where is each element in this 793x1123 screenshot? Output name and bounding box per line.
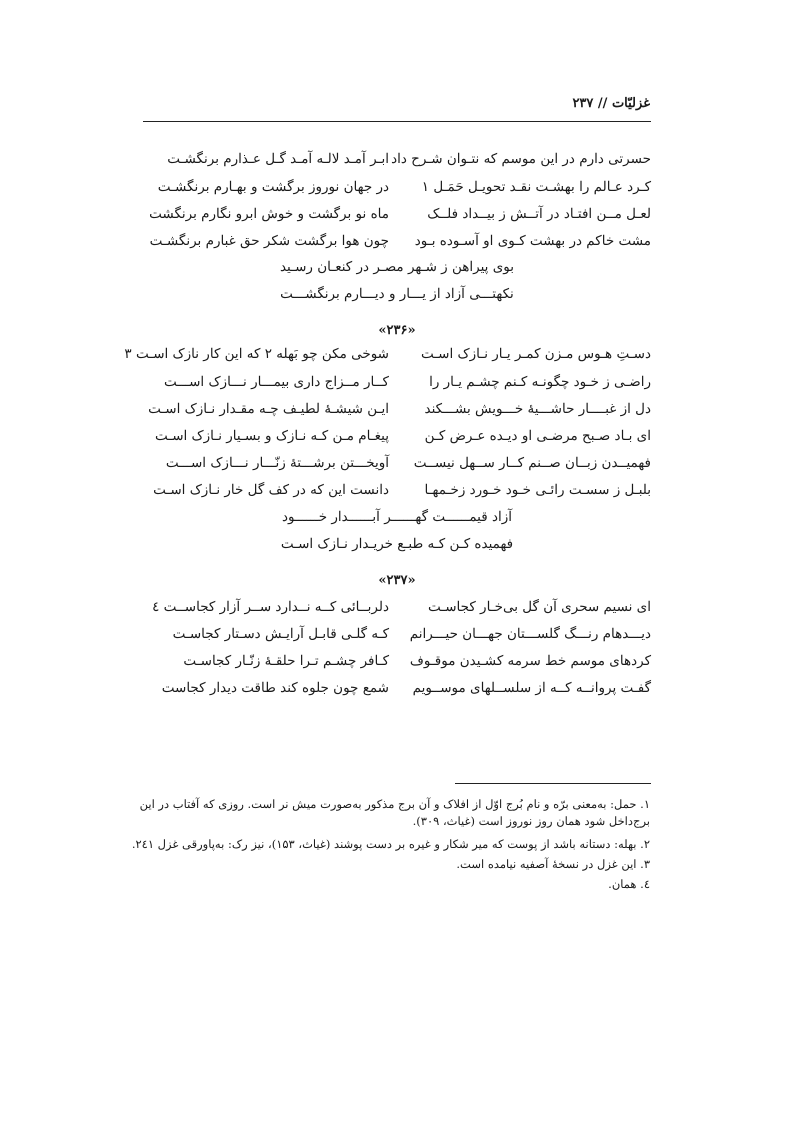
footnote-rule	[455, 783, 651, 784]
footnote: ٤. همان.	[608, 877, 650, 891]
hemistich-first: دیـــدهام رنـــگ گلســـتان جهـــان حیـــرانم	[409, 626, 651, 642]
hemistich-second: آویخـــتن برشـــتهٔ زنّـــار نـــازک اســـت	[165, 455, 389, 471]
closing-line: فهمیده کـن کـه طبـع خریـدار نـازک اسـت	[280, 536, 514, 552]
couplet	[124, 343, 651, 367]
closing-line: آزاد قیمــــــت گهــــــر آبــــــدار خــــــود	[281, 509, 512, 525]
ghazal-number: «۲۳۶»	[378, 323, 416, 338]
hemistich-second: چون هوا برگشت شکر حق غبارم برنگشـت	[149, 233, 389, 249]
hemistich-second: ایـن شیشـهٔ لطیـف چـه مقـدار نـازک اسـت	[148, 401, 389, 417]
hemistich-second: دلربــائی کــه نــدارد ســر آزار کجاســت ٤	[152, 599, 389, 615]
hemistich-second: دانست این که در کف گل خار نـازک اسـت	[153, 482, 389, 498]
hemistich-first: بلبـل ز سسـت رائـی خـود خـورد زخـمهـا	[424, 482, 651, 498]
hemistich-first: گفـت پروانــه کــه از سلســلهای موســویم	[412, 680, 651, 696]
hemistich-first: فهمیــدن زبــان صــنم کــار ســهل نیســت	[413, 455, 651, 471]
hemistich-second: ماه نو برگشت و خوش ابرو نگارم برنگشت	[149, 206, 389, 222]
hemistich-second: پیغـام مـن کـه نـازک و بسـیار نـازک اسـت	[154, 428, 389, 444]
hemistich-first: کـرد عـالم را بهشـت نقـد تحویـل حَمَـل ۱	[421, 179, 651, 195]
hemistich-first: راضـی ز خـود چگونـه کـنم چشـم یـار را	[429, 374, 651, 390]
couplet	[143, 230, 651, 254]
ghazal-number: «۲۳۷»	[378, 573, 416, 588]
hemistich-second: کـافر چشـم تـرا حلقـهٔ زنّـار کجاسـت	[183, 653, 389, 669]
hemistich-second: شمع چون جلوه کند طاقت دیدار کجاست	[161, 680, 389, 696]
couplet	[143, 677, 651, 701]
hemistich-second: کـه گلـی قابـل آرایـش دسـتار کجاسـت	[172, 626, 389, 642]
couplet	[143, 148, 651, 172]
footnote: ۳. این غزل در نسخهٔ آصفیه نیامده است.	[456, 857, 650, 871]
hemistich-first: مشت خاکم در بهشت کـوی او آسـوده بـود	[414, 233, 651, 249]
couplet	[143, 398, 651, 422]
hemistich-first: دل از غبــــار حاشـــیهٔ خـــویش بشـــکند	[424, 401, 651, 417]
footnote: ۱. حمل: به‌معنی برّه و نام بُرج اوّل از افلاک و آن برج مذکور به‌صورت میش نر است. روزی که آفتاب در این برج	[139, 797, 650, 828]
hemistich-second: در جهان نوروز برگشت و بهـارم برنگشـت	[157, 179, 389, 195]
hemistich-first: حسرتی دارم در این موسم که نتـوان شـرح داد	[391, 151, 651, 167]
couplet	[143, 479, 651, 503]
couplet	[143, 650, 651, 674]
running-header: غزلیّات // ۲۳۷	[572, 96, 650, 111]
couplet	[143, 596, 651, 620]
hemistich-second: شوخی مکن چو بَهله ۲ که این کار نازک اسـت ۳	[124, 346, 389, 362]
hemistich-first: کردهای موسم خط سرمه کشـیدن موقـوف	[409, 653, 651, 669]
header-rule	[143, 121, 651, 122]
hemistich-second: کــار مــزاج داری بیمـــار نـــازک اســـت	[164, 374, 389, 390]
hemistich-second: ابـر آمـد لالـه آمـد گـل عـذارم برنگشـت	[167, 151, 389, 167]
footnote-continuation: داخل شود همان روز نوروز است (غیاث، ۳۰۹).	[412, 814, 633, 828]
couplet	[143, 203, 651, 227]
couplet	[143, 623, 651, 647]
couplet	[143, 425, 651, 449]
hemistich-first: ای نسیم سحری آن گل بی‌خـار کجاسـت	[427, 599, 651, 615]
closing-line: نکهتـــی آزاد از یـــار و دیـــارم برنگشـــت	[280, 286, 514, 302]
couplet	[143, 176, 651, 200]
couplet	[143, 371, 651, 395]
hemistich-first: لعـل مــن افتـاد در آتــش ز بیــداد فلــک	[427, 206, 651, 222]
hemistich-first: ای بـاد صـبح مرضـی او دیـده عـرض کـن	[424, 428, 651, 444]
footnote: ۲. بهله: دستانه باشد از پوست که میر شکار و غیره بر دست پوشند (غیاث، ۱۵۳)، نیز رک: به‌پاورقی غزل ۲٤۱.	[131, 837, 650, 851]
closing-line: بوی پیراهن ز شـهر مصـر در کنعـان رسـید	[279, 259, 515, 275]
hemistich-first: دسـتِ هـوس مـزن کمـر یـار نـازک اسـت	[420, 346, 651, 362]
couplet	[143, 452, 651, 476]
